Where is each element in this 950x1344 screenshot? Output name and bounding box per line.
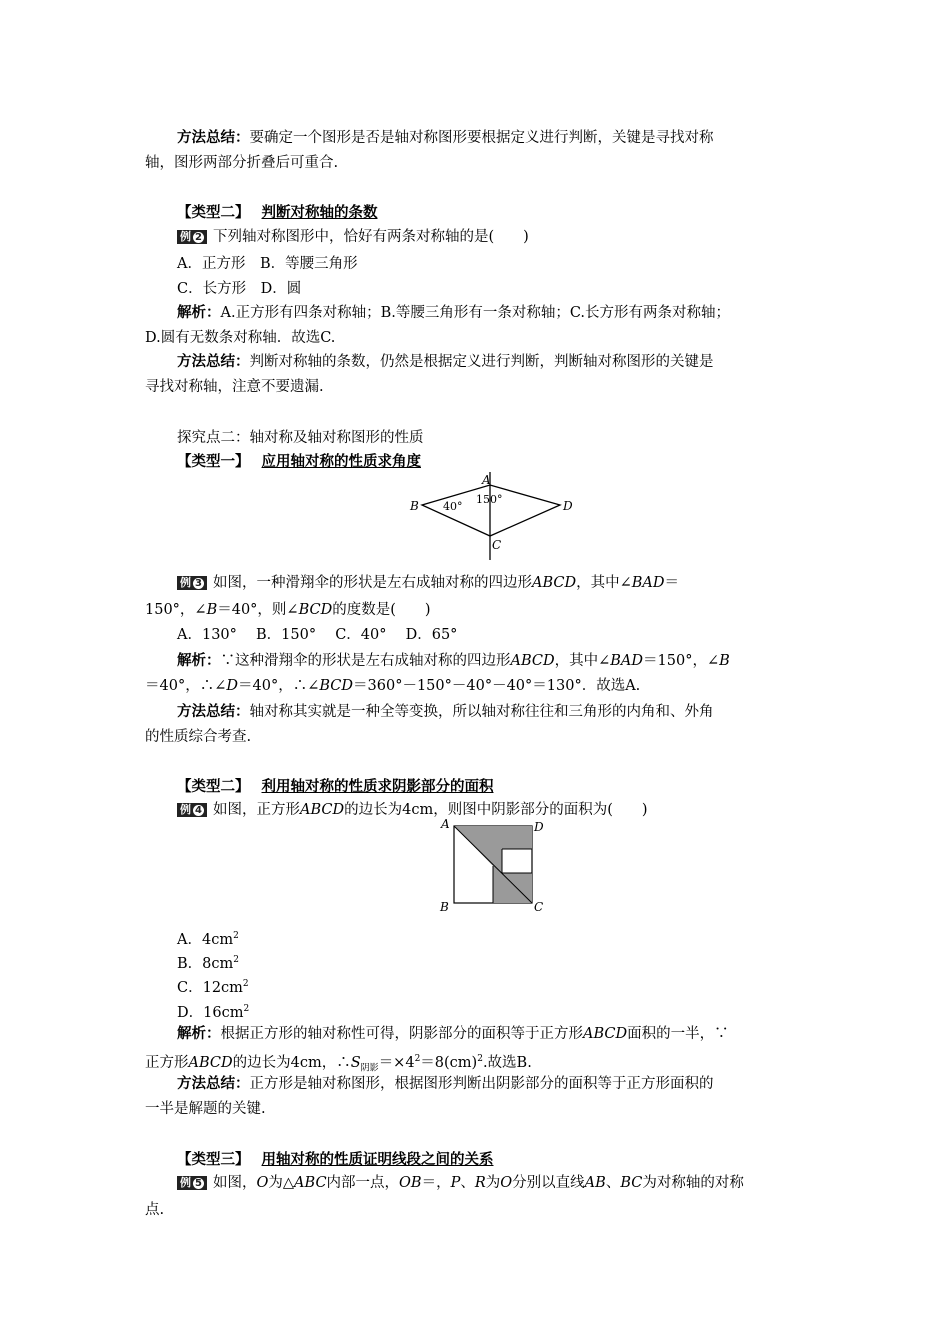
analysis-text-cont: D.圆有无数条对称轴．故选C. xyxy=(145,330,336,346)
label-d: D xyxy=(563,499,573,513)
type-heading xyxy=(177,203,842,223)
label-a: A xyxy=(482,473,491,487)
analysis-text-cont: 正方形ABCD的边长为4cm，$\therefore S_{阴影}=\times 4^2=8(cm)^2$.故选B. xyxy=(145,1054,532,1074)
summary-text-cont: 的性质综合考查. xyxy=(145,729,252,745)
analysis-label: 解析： xyxy=(177,1026,221,1042)
summary-label: 方法总结： xyxy=(177,130,250,146)
summary-text: 判断对称轴的条数，仍然是根据定义进行判断，判断轴对称图形的关键是 xyxy=(249,354,714,370)
label-b: B xyxy=(440,900,449,914)
label-c: C xyxy=(534,900,544,914)
analysis-2 xyxy=(177,303,842,323)
example-badge: 例 5 xyxy=(177,1176,207,1190)
summary-text-cont: 一半是解题的关键. xyxy=(145,1101,266,1117)
type-tag: 【类型二】 xyxy=(177,205,250,221)
example-badge: 例 4 xyxy=(177,803,207,817)
example-badge: 例 3 xyxy=(177,576,207,590)
type-title: 判断对称轴的条数 xyxy=(261,205,378,221)
type-title: 应用轴对称的性质求角度 xyxy=(261,454,421,470)
method-summary-2 xyxy=(177,352,842,372)
option-b: B．$8cm^2$ xyxy=(177,955,239,972)
question-text: 下列轴对称图形中，恰好有两条对称轴的是( ) xyxy=(213,229,529,245)
analysis-text-cont: ＝40°，∴∠D＝40°，∴∠BCD＝360°－150°－40°－40°＝130°．故选A. xyxy=(145,678,641,694)
example-2-question xyxy=(177,227,842,247)
option-d: D．$16cm^2$ xyxy=(177,1004,250,1021)
type-tag: 【类型三】 xyxy=(177,1152,250,1168)
question-text-cont: 150°，∠B＝40°，则∠BCD的度数是( ) xyxy=(145,602,431,618)
summary-text: 要确定一个图形是否是轴对称图形要根据定义进行判断，关键是寻找对称 xyxy=(249,130,714,146)
type-tag: 【类型二】 xyxy=(177,779,250,795)
example-3-question: 例 3 如图，一种滑翔伞的形状是左右成轴对称的四边形ABCD，其中∠BAD＝ xyxy=(177,573,842,593)
summary-text-cont: 寻找对称轴，注意不要遗漏. xyxy=(145,379,324,395)
option-c: C．$12cm^2$ xyxy=(177,979,249,996)
options-line-2: C．长方形 D．圆 xyxy=(177,281,302,297)
option-a: A．$4cm^2$ xyxy=(177,931,239,948)
summary-text: 轴对称其实就是一种全等变换，所以轴对称往往和三角形的内角和、外角 xyxy=(249,704,714,720)
summary-label: 方法总结： xyxy=(177,704,250,720)
method-summary-4 xyxy=(177,1074,842,1094)
example-badge: 例 2 xyxy=(177,230,207,244)
angle-b-label: 40° xyxy=(443,500,463,513)
analysis-4: 解析：根据正方形的轴对称性可得，阴影部分的面积等于正方形ABCD面积的一半，∵ xyxy=(177,1026,729,1042)
question-text-cont: 点. xyxy=(145,1202,165,1218)
type-tag: 【类型一】 xyxy=(177,454,250,470)
type-heading xyxy=(177,452,842,472)
angle-a-label: 150° xyxy=(476,493,503,506)
options-line: A．130° B．150° C．40° D．65° xyxy=(177,627,458,643)
label-a: A xyxy=(441,818,450,831)
type-title: 利用轴对称的性质求阴影部分的面积 xyxy=(261,779,494,795)
example-4-question: 例 4 如图，正方形ABCD的边长为4cm，则图中阴影部分的面积为( ) xyxy=(177,800,842,820)
section-heading: 探究点二：轴对称及轴对称图形的性质 xyxy=(177,430,424,446)
analysis-label: 解析： xyxy=(177,305,221,321)
type-heading xyxy=(177,777,842,797)
options-line-1: A．正方形 B．等腰三角形 xyxy=(177,256,358,272)
analysis-label: 解析： xyxy=(177,653,221,669)
example-5-question: 例 5 如图，O为△ABC内部一点，OB＝，P、R为O分别以直线AB、BC为对称轴的对称 xyxy=(177,1173,842,1193)
summary-text-cont: 轴，图形两部分折叠后可重合. xyxy=(145,155,339,171)
type-heading xyxy=(177,1150,842,1170)
kite-figure xyxy=(400,470,585,562)
label-c: C xyxy=(492,538,502,552)
square-figure xyxy=(436,818,548,914)
type-title: 用轴对称的性质证明线段之间的关系 xyxy=(261,1152,494,1168)
summary-label: 方法总结： xyxy=(177,1076,250,1092)
method-summary-3 xyxy=(177,702,842,722)
analysis-3: 解析：∵这种滑翔伞的形状是左右成轴对称的四边形ABCD，其中∠BAD＝150°，∠B xyxy=(177,653,730,669)
label-d: D xyxy=(534,820,544,834)
summary-label: 方法总结： xyxy=(177,354,250,370)
analysis-text: A.正方形有四条对称轴；B.等腰三角形有一条对称轴；C.长方形有两条对称轴； xyxy=(220,305,731,321)
method-summary-1 xyxy=(177,128,842,148)
label-b: B xyxy=(410,499,419,513)
summary-text: 正方形是轴对称图形，根据图形判断出阴影部分的面积等于正方形面积的 xyxy=(249,1076,714,1092)
